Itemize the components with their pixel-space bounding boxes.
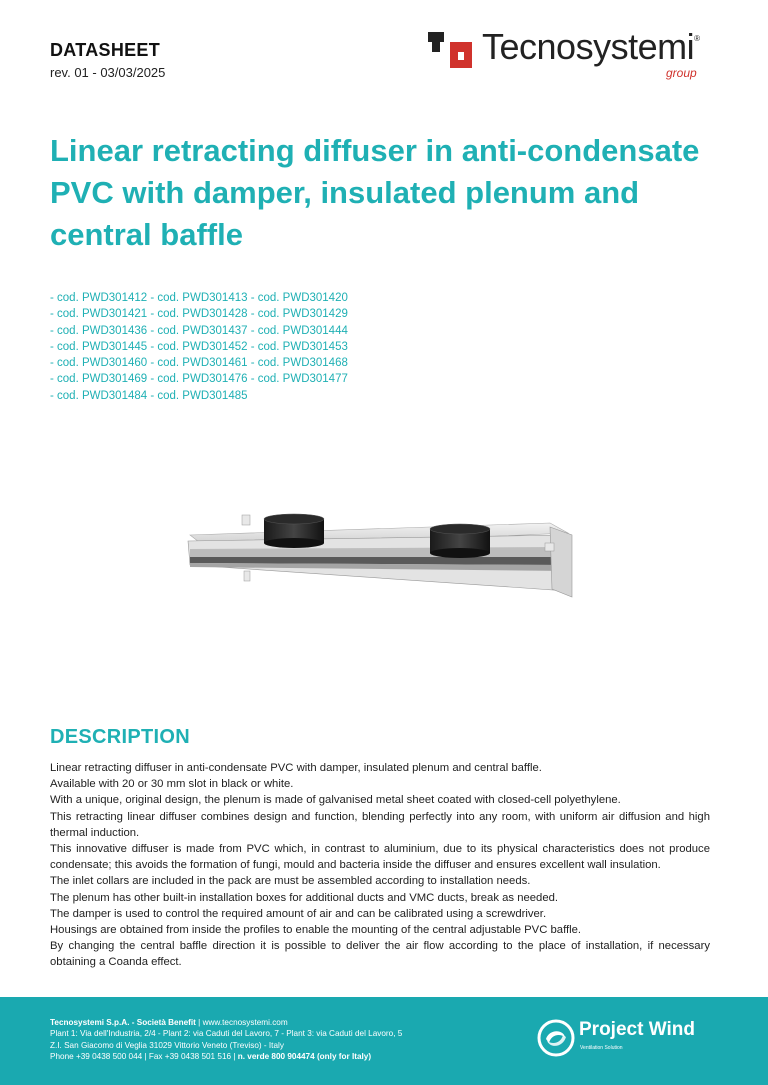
code-line: - cod. PWD301445 - cod. PWD301452 - cod. PWD301453 [50, 340, 348, 353]
description-line: Housings are obtained from inside the profiles to enable the mounting of the central adjustable PVC baffle. [50, 924, 582, 937]
wind-swirl-icon [537, 1019, 575, 1057]
description-line: Linear retracting diffuser in anti-condensate PVC with damper, insulated plenum and central baffle. [50, 762, 542, 774]
logo-wordmark: Tecnosystemi® [482, 26, 700, 67]
description-line: This retracting linear diffuser combines design and function, blending perfectly into any room, with uniform air diffusion and high thermal induction. [50, 810, 710, 839]
description-line: With a unique, original design, the plenum is made of galvanised metal sheet coated with closed-cell polyethylene. [50, 794, 621, 807]
code-line: - cod. PWD301412 - cod. PWD301413 - cod. PWD301420 [50, 292, 348, 304]
description-body [50, 760, 710, 971]
product-codes [50, 290, 348, 404]
brand-subtitle: Ventilation Solution [580, 1045, 623, 1051]
page-title: Linear retracting diffuser in anti-condensate PVC with damper, insulated plenum and central baffle [50, 133, 700, 252]
description-line: The plenum has other built-in installation boxes for additional ducts and VMC ducts, break as needed. [50, 891, 559, 904]
company-name: Tecnosystemi S.p.A. - Società Benefit [50, 1018, 196, 1027]
description-line: Available with 20 or 30 mm slot in black or white. [50, 778, 294, 791]
logo-mark-icon [428, 30, 474, 70]
project-wind-logo [537, 1019, 727, 1059]
product-image [180, 505, 580, 605]
code-line: - cod. PWD301460 - cod. PWD301461 - cod. PWD301468 [50, 357, 348, 370]
logo-group-label: group [666, 66, 697, 80]
code-line: - cod. PWD301484 - cod. PWD301485 [50, 389, 248, 402]
footer-contact [50, 1017, 402, 1063]
code-line: - cod. PWD301469 - cod. PWD301476 - cod. PWD301477 [50, 373, 348, 386]
revision-date: rev. 01 - 03/03/2025 [50, 65, 166, 80]
footer [0, 997, 768, 1085]
document-type: DATASHEET [50, 40, 161, 60]
code-line: - cod. PWD301421 - cod. PWD301428 - cod. PWD301429 [50, 308, 348, 321]
toll-free-number: n. verde 800 904474 (only for Italy) [237, 1052, 372, 1062]
phone-fax: Phone +39 0438 500 044 | Fax +39 0438 501 516 | [50, 1052, 238, 1062]
company-address: Z.I. San Giacomo di Veglia 31029 Vittorio Veneto (Treviso) - Italy [50, 1040, 284, 1050]
brand-title: Project Wind [579, 1019, 695, 1040]
description-line: This innovative diffuser is made from PVC which, in contrast to aluminium, due to its physical characteristics does not produce condensate; this avoids the formation of fungi, mould and bacteria inside the diffuser and ensures excellent wall insulation. [50, 843, 710, 872]
description-line: By changing the central baffle direction it is possible to deliver the air flow according to the place of installation, if necessary obtaining a Coanda effect. [50, 940, 710, 969]
tecnosystemi-logo [428, 26, 728, 86]
description-line: The damper is used to control the required amount of air and can be calibrated using a screwdriver. [50, 907, 547, 920]
plants-address: Plant 1: Via dell'Industria, 2/4 - Plant 2: via Caduti del Lavoro, 7 - Plant 3: via Caduti del Lavoro, 5 [50, 1029, 403, 1039]
website-link[interactable]: | www.tecnosystemi.com [195, 1018, 288, 1027]
description-line: The inlet collars are included in the pack are must be assembled according to installation needs. [50, 875, 531, 888]
header-left [50, 40, 165, 80]
code-line: - cod. PWD301436 - cod. PWD301437 - cod. PWD301444 [50, 324, 348, 337]
description-heading: DESCRIPTION [50, 726, 190, 748]
